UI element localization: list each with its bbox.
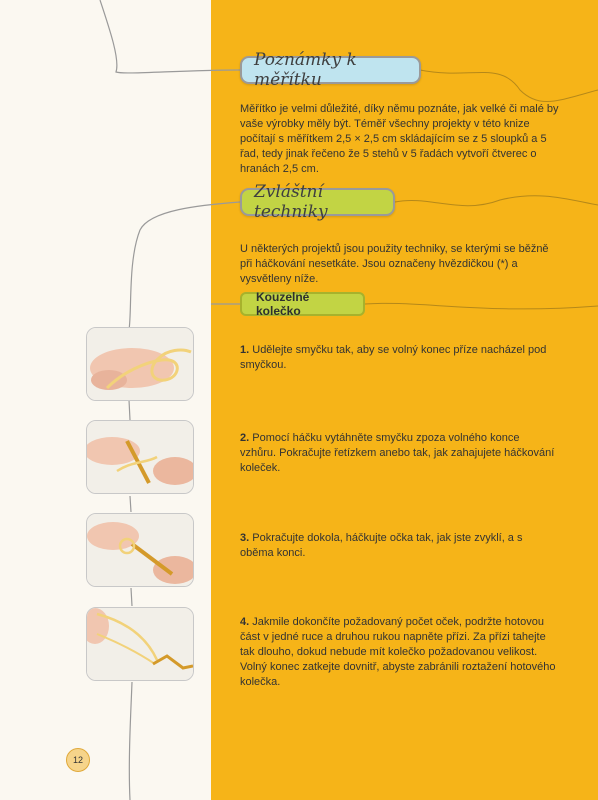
- step-3: [240, 531, 558, 561]
- step-4: [240, 615, 558, 690]
- step-1-photo: [86, 327, 194, 401]
- scale-notes-title: Poznámky k měřítku: [254, 50, 357, 90]
- special-techniques-heading: [240, 182, 395, 222]
- page-number: 12: [66, 748, 90, 772]
- step-3-number: 3.: [240, 532, 250, 544]
- step-1-text: Udělejte smyčku tak, aby se volný konec příze nacházel pod smyčkou.: [240, 344, 547, 371]
- step-2: [240, 431, 558, 476]
- step-1-number: 1.: [240, 344, 250, 356]
- step-2-text: Pomocí háčku vytáhněte smyčku zpoza volného konce vzhůru. Pokračujte řetízkem anebo tak, jak zahajujete háčkování koleček.: [240, 432, 555, 474]
- step-4-number: 4.: [240, 616, 250, 628]
- step-2-number: 2.: [240, 432, 250, 444]
- step-4-text: Jakmile dokončíte požadovaný počet oček, podržte hotovou část v jedné ruce a druhou rukou napněte přízi. Za přízi tahejte tak dlouho, dokud nebude mít kolečko požadovanou velikost. Volný konec zatkejte dovnitř, abyste zabránili roztažení hotového kolečka.: [240, 616, 556, 688]
- step-1: [240, 343, 558, 373]
- magic-ring-title: Kouzelné kolečko: [256, 290, 310, 318]
- step-2-photo: [86, 420, 194, 494]
- step-3-photo: [86, 513, 194, 587]
- special-techniques-paragraph: U některých projektů jsou použity techniky, se kterými se běžně při háčkování nesetkáte. Jsou označeny hvězdičkou (*) a vysvětleny níže.: [240, 243, 549, 285]
- magic-ring-heading: [240, 292, 365, 316]
- scale-notes-paragraph: Měřítko je velmi důležité, díky němu poznáte, jak velké či malé by vaše výrobky měly být. Téměř všechny projekty v této knize počítají s měřítkem 2,5 × 2,5 cm skládajícím se z 5 sloupků a 5 řad, tedy jinak řečeno že 5 stehů v 5 řadách vytvoří čtverec o hranách 2,5 cm.: [240, 103, 559, 175]
- step-4-photo: [86, 607, 194, 681]
- special-techniques-title: Zvláštní techniky: [254, 182, 328, 222]
- scale-notes-heading: [240, 50, 421, 90]
- step-3-text: Pokračujte dokola, háčkujte očka tak, jak jste zvyklí, a s oběma konci.: [240, 532, 523, 559]
